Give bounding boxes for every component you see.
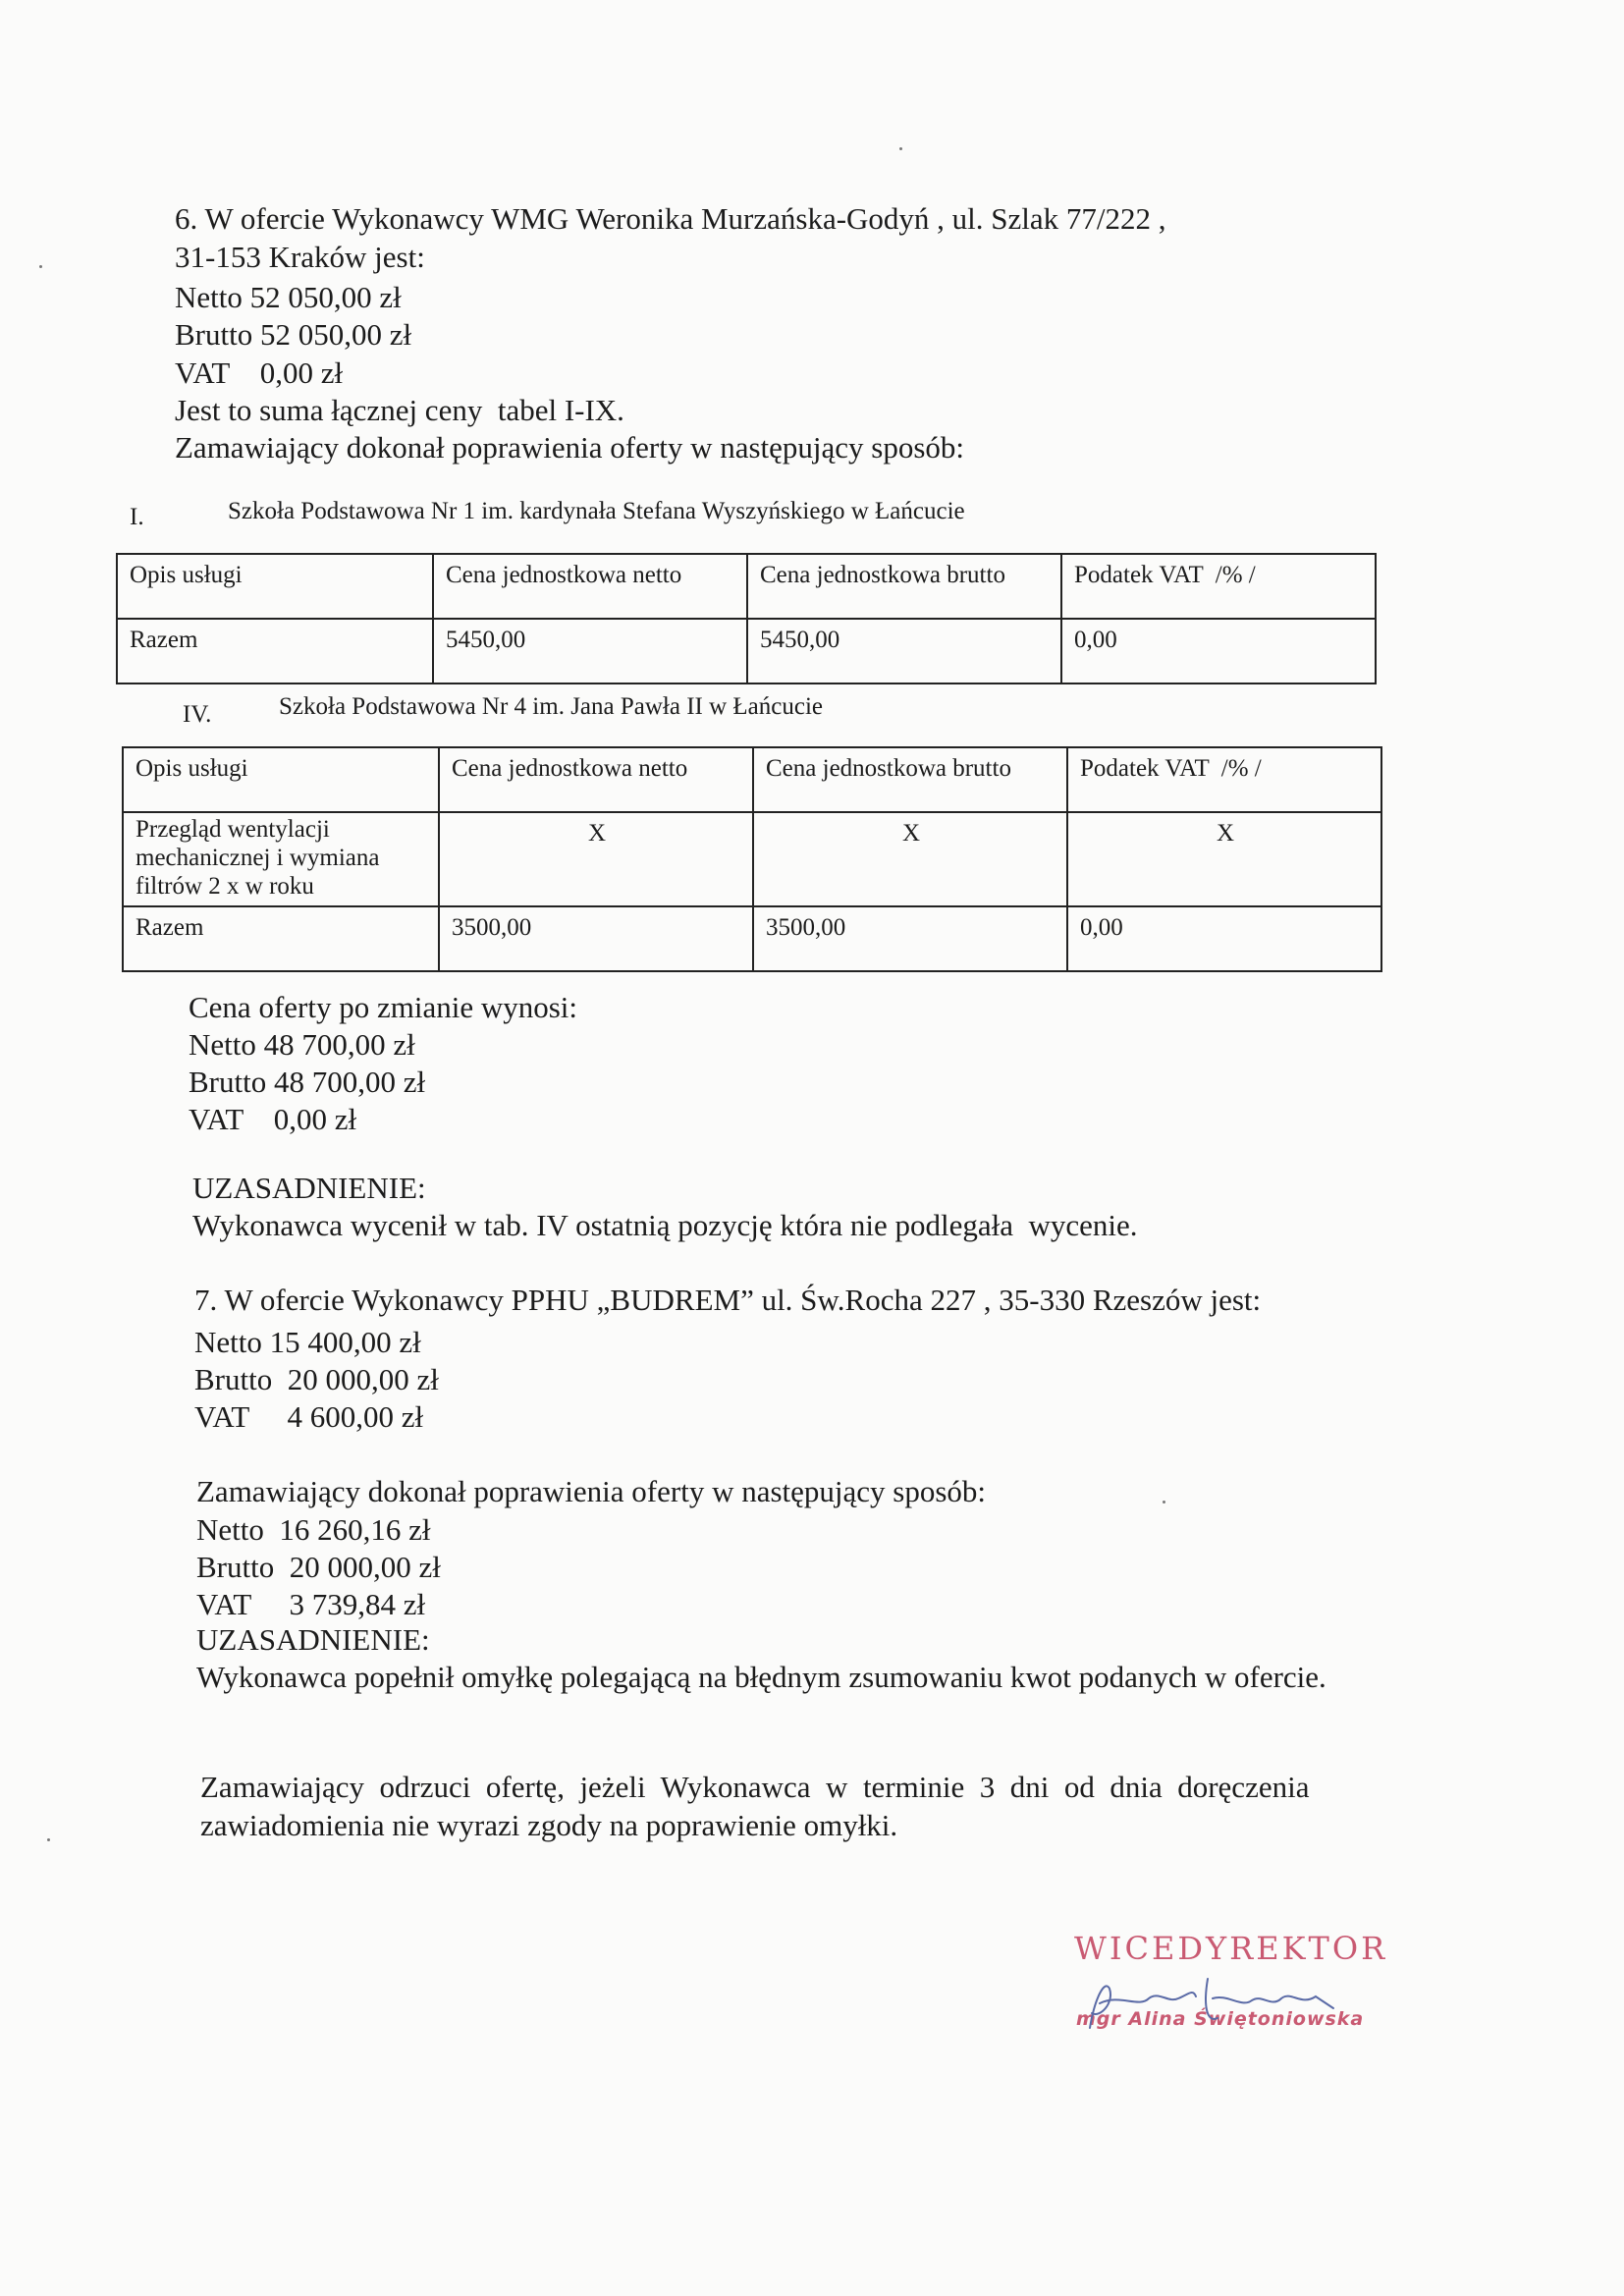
- section6-correction-intro: Zamawiający dokonał poprawienia oferty w następujący sposób:: [175, 430, 965, 465]
- table1-cell: 5450,00: [747, 619, 1061, 683]
- section7-correction-intro: Zamawiający dokonał poprawienia oferty w następujący sposób:: [196, 1474, 987, 1508]
- table1-row-total: [117, 619, 1376, 683]
- table4-row-ventilation: [123, 812, 1381, 906]
- table1-header-cell: Podatek VAT /% /: [1061, 554, 1376, 619]
- table1: [116, 553, 1377, 684]
- table4-header-cell: Cena jednostkowa brutto: [753, 747, 1067, 812]
- section7-brutto: Brutto 20 000,00 zł: [194, 1362, 439, 1396]
- table1-cell: 5450,00: [433, 619, 747, 683]
- after-change-brutto: Brutto 48 700,00 zł: [189, 1065, 426, 1099]
- table4-header-row: [123, 747, 1381, 812]
- section6-sum-note: Jest to suma łącznej ceny tabel I-IX.: [175, 393, 624, 427]
- table4-cell: 3500,00: [753, 906, 1067, 971]
- table4-number: IV.: [183, 701, 212, 728]
- table1-header-cell: Cena jednostkowa brutto: [747, 554, 1061, 619]
- table1-header-row: [117, 554, 1376, 619]
- closing-line2: zawiadomienia nie wyrazi zgody na poprawienie omyłki.: [200, 1808, 898, 1842]
- section7-justification-label: UZASADNIENIE:: [196, 1622, 430, 1657]
- table4-row-total: [123, 906, 1381, 971]
- after-change-heading: Cena oferty po zmianie wynosi:: [189, 990, 578, 1024]
- after-change-justification: Wykonawca wycenił w tab. IV ostatnią pozycję która nie podlegała wycenie.: [192, 1208, 1138, 1242]
- table4-header-cell: Cena jednostkowa netto: [439, 747, 753, 812]
- handwritten-signature: [1070, 1969, 1345, 2038]
- after-change-netto: Netto 48 700,00 zł: [189, 1027, 415, 1062]
- table4-cell: Przegląd wentylacji mechanicznej i wymiana filtrów 2 x w roku: [123, 812, 439, 906]
- stamp-name: mgr Alina Świętoniowska: [1076, 2008, 1365, 2030]
- table4-cell: Razem: [123, 906, 439, 971]
- section7-netto: Netto 15 400,00 zł: [194, 1325, 421, 1359]
- closing-line1: Zamawiający odrzuci ofertę, jeżeli Wykonawca w terminie 3 dni od dnia doręczenia: [200, 1770, 1310, 1804]
- table1-header-cell: Opis usługi: [117, 554, 433, 619]
- table4-header-cell: Opis usługi: [123, 747, 439, 812]
- section6-brutto: Brutto 52 050,00 zł: [175, 317, 412, 352]
- section6-heading-line2: 31-153 Kraków jest:: [175, 240, 425, 274]
- scan-speck: [47, 1838, 50, 1841]
- table4-cell: X: [1067, 812, 1381, 906]
- section7-corrected-brutto: Brutto 20 000,00 zł: [196, 1550, 441, 1584]
- after-change-vat: VAT 0,00 zł: [189, 1102, 357, 1136]
- section7-heading: 7. W ofercie Wykonawcy PPHU „BUDREM” ul. Św.Rocha 227 , 35-330 Rzeszów jest:: [194, 1283, 1262, 1317]
- table4-cell: X: [439, 812, 753, 906]
- table1-cell: Razem: [117, 619, 433, 683]
- scan-speck: [899, 147, 902, 150]
- section7-corrected-vat: VAT 3 739,84 zł: [196, 1587, 426, 1621]
- table1-cell: 0,00: [1061, 619, 1376, 683]
- section6-vat: VAT 0,00 zł: [175, 355, 344, 390]
- table4-header-cell: Podatek VAT /% /: [1067, 747, 1381, 812]
- table4-cell: 0,00: [1067, 906, 1381, 971]
- table4-cell: 3500,00: [439, 906, 753, 971]
- scan-speck: [39, 265, 42, 268]
- section6-heading-line1: 6. W ofercie Wykonawcy WMG Weronika Murzańska-Godyń , ul. Szlak 77/222 ,: [175, 201, 1166, 236]
- table1-title: Szkoła Podstawowa Nr 1 im. kardynała Stefana Wyszyńskiego w Łańcucie: [228, 498, 965, 524]
- table1-header-cell: Cena jednostkowa netto: [433, 554, 747, 619]
- table1-number: I.: [130, 504, 144, 530]
- table4-cell: X: [753, 812, 1067, 906]
- after-change-justification-label: UZASADNIENIE:: [192, 1171, 426, 1205]
- section7-vat: VAT 4 600,00 zł: [194, 1399, 424, 1434]
- section7-corrected-netto: Netto 16 260,16 zł: [196, 1512, 431, 1547]
- table4-title: Szkoła Podstawowa Nr 4 im. Jana Pawła II w Łańcucie: [279, 693, 824, 720]
- section7-justification: Wykonawca popełnił omyłkę polegającą na błędnym zsumowaniu kwot podanych w ofercie.: [196, 1660, 1326, 1694]
- stamp-title: WICEDYREKTOR: [1074, 1930, 1388, 1967]
- scan-speck: [1163, 1501, 1165, 1503]
- section6-netto: Netto 52 050,00 zł: [175, 280, 402, 314]
- table4: [122, 746, 1382, 972]
